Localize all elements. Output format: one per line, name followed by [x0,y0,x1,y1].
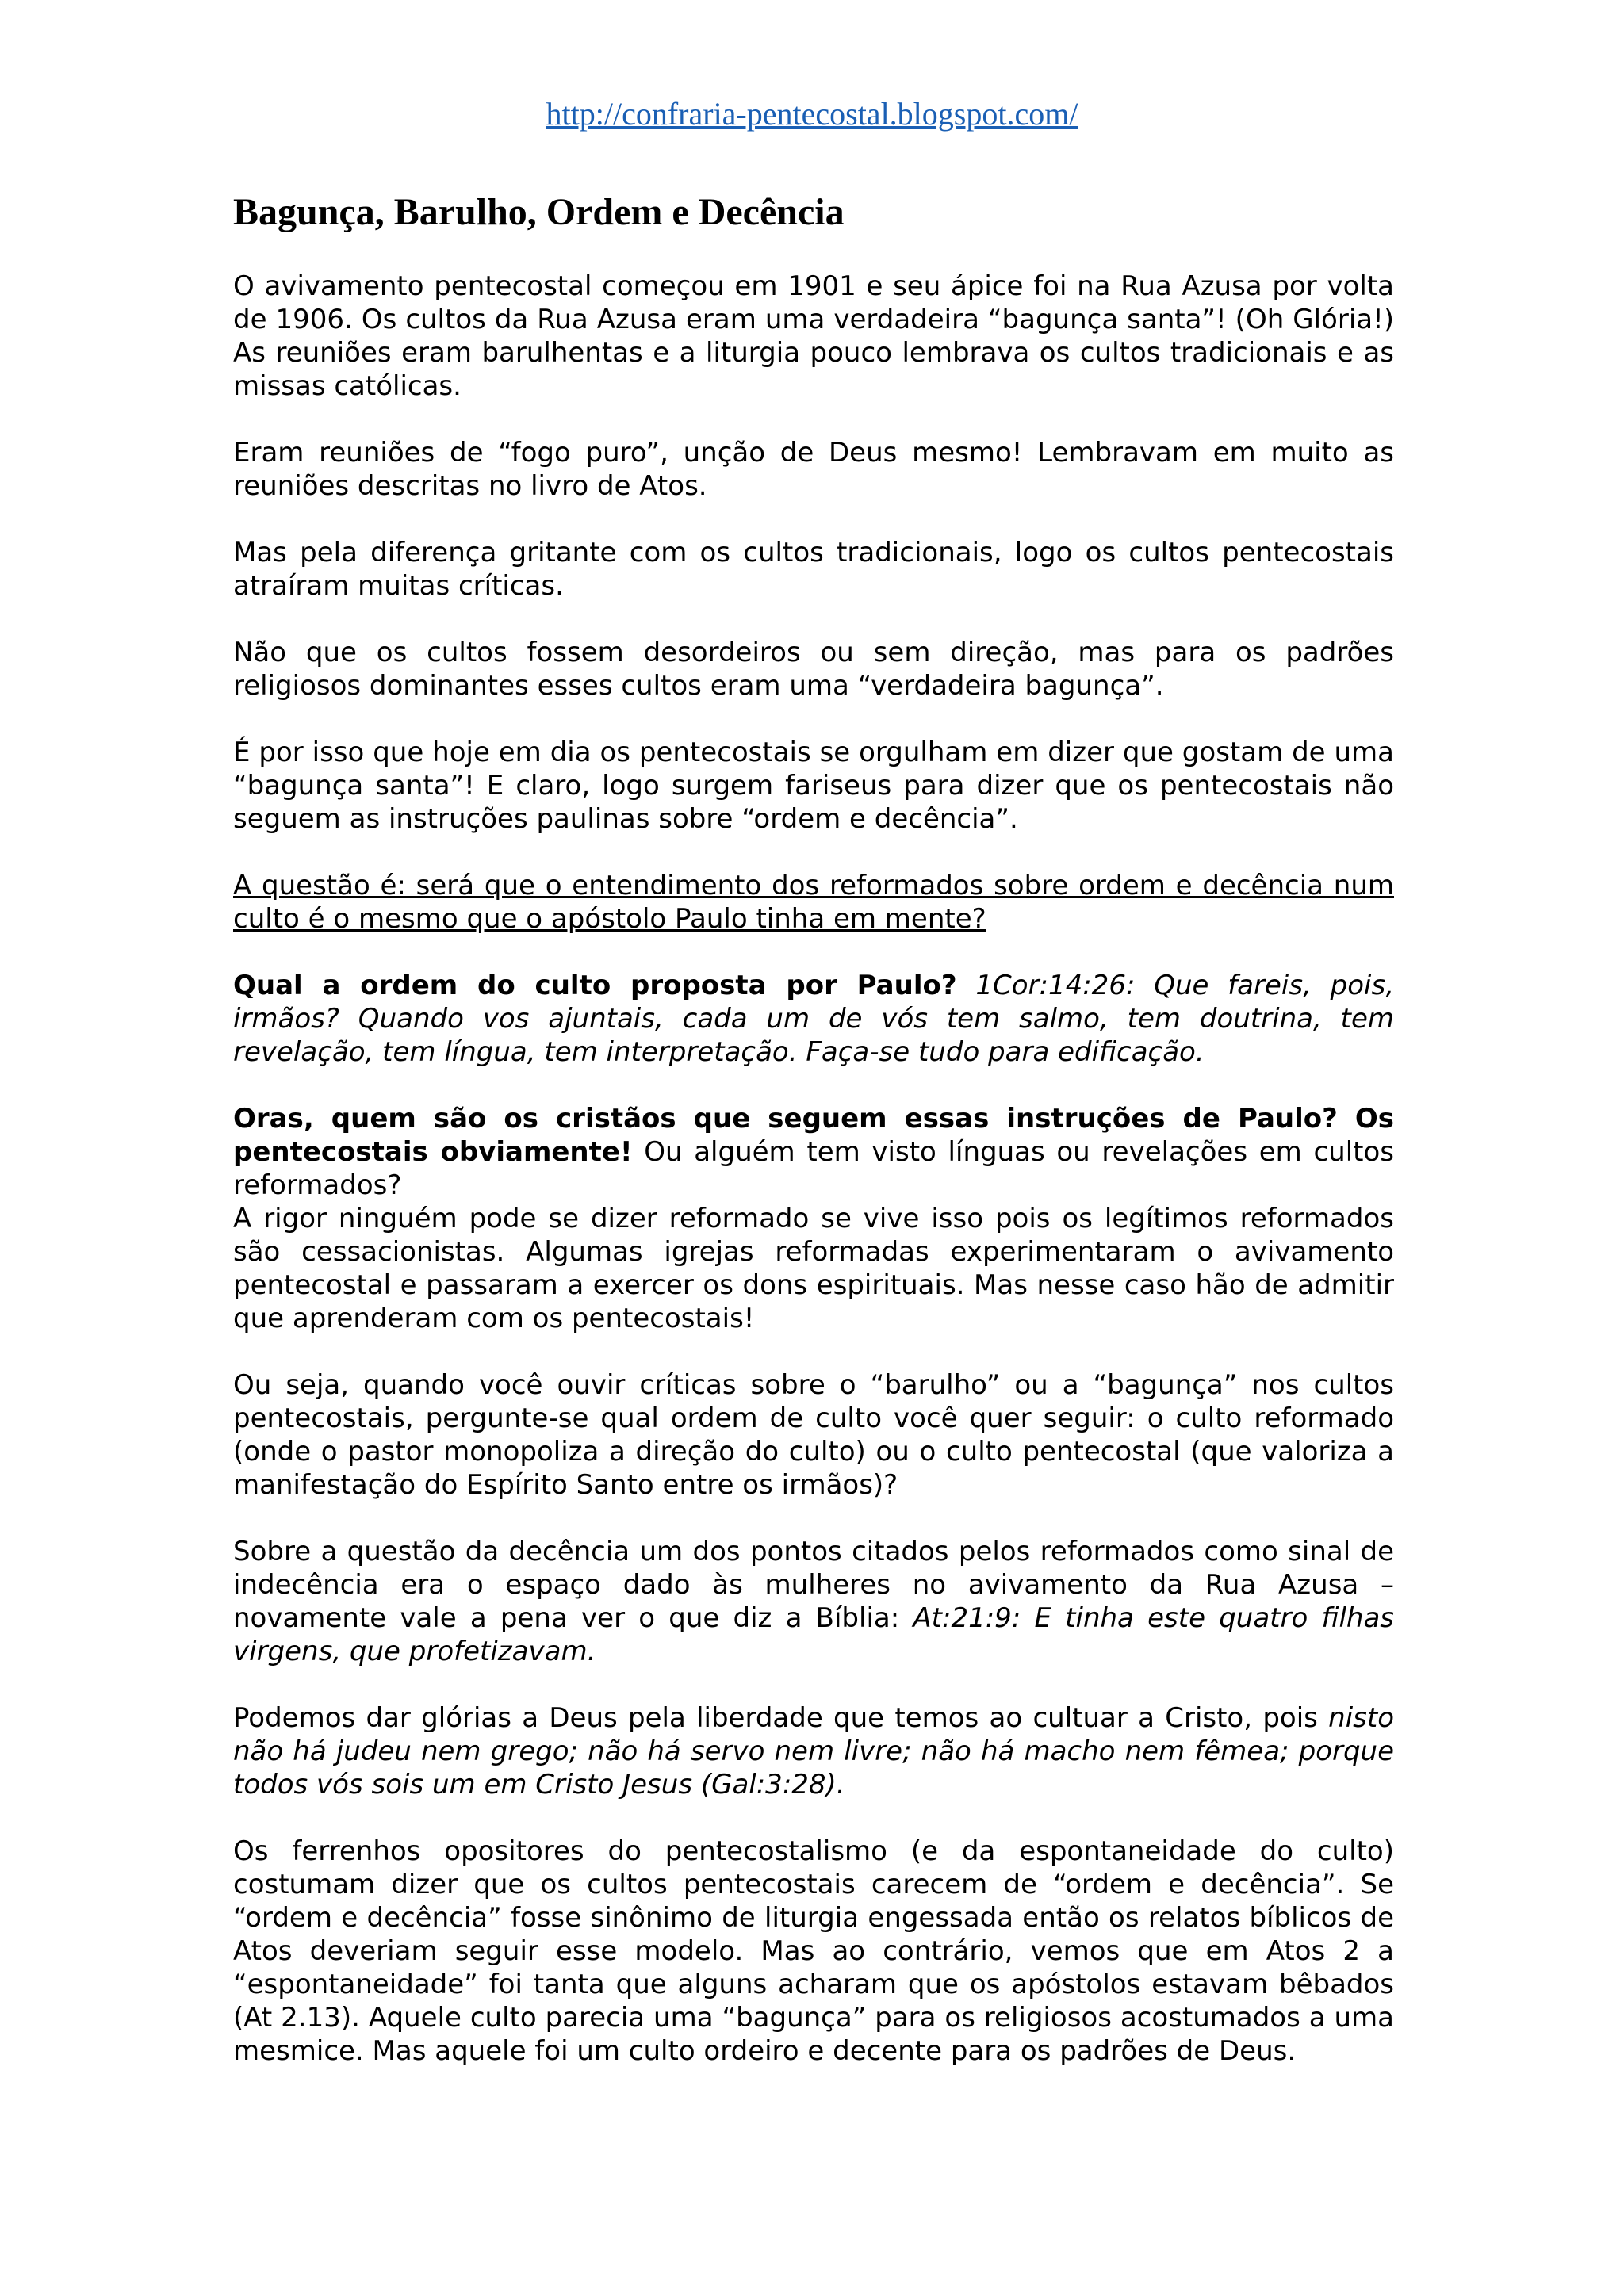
underlined-question: A questão é: será que o entendimento dos reformados sobre ordem e decência num culto é o mesmo que o apóstolo Paulo tinha em mente? [233,870,1394,935]
paragraph-8-text: Ou alguém tem visto línguas ou revelações em cultos reformados? [233,1136,1395,1201]
paragraph-11-verse: At:21:9: E tinha este quatro filhas virgens, que profetizavam. [233,1602,1394,1667]
paragraph-8 [233,1102,1394,1202]
article-body [233,270,1394,2101]
paragraph-4: Não que os cultos fossem desordeiros ou sem direção, mas para os padrões religiosos dominantes esses cultos eram uma “verdadeira bagunça”. [233,637,1394,702]
paragraph-12 [233,1701,1394,1801]
paragraph-1: O avivamento pentecostal começou em 1901 e seu ápice foi na Rua Azusa por volta de 1906. Os cultos da Rua Azusa eram uma verdadeira “bagunça santa”! (Oh Glória!) As reuniões eram barulhentas e a liturgia pouco lembrava os cultos tradicionais e as missas católicas. [233,270,1394,402]
blog-url-link[interactable]: http://confraria-pentecostal.blogspot.com/ [546,96,1078,132]
paragraph-3: Mas pela diferença gritante com os cultos tradicionais, logo os cultos pentecostais atraíram muitas críticas. [233,537,1394,602]
paragraph-11-text: Sobre a questão da decência um dos pontos citados pelos reformados como sinal de indecência era o espaço dado às mulheres no avivamento da Rua Azusa – novamente vale a pena ver o que diz a Bíblia: [233,1536,1394,1634]
paragraph-8-bold: Oras, quem são os cristãos que seguem essas instruções de Paulo? Os pentecostais obviamente! [233,1103,1394,1168]
paragraph-9: A rigor ninguém pode se dizer reformado se vive isso pois os legítimos reformados são cessacionistas. Algumas igrejas reformadas experimentaram o avivamento pentecostal e passaram a exercer os dons espirituais. Mas nesse caso hão de admitir que aprenderam com os pentecostais! [233,1203,1394,1334]
paragraph-10: Ou seja, quando você ouvir críticas sobre o “barulho” ou a “bagunça” nos cultos pentecostais, pergunte-se qual ordem de culto você quer seguir: o culto reformado (onde o pastor monopoliza a direção do culto) ou o culto pentecostal (que valoriza a manifestação do Espírito Santo entre os irmãos)? [233,1369,1394,1501]
paragraph-12-text: Podemos dar glórias a Deus pela liberdade que temos ao cultuar a Cristo, pois [233,1702,1318,1734]
paragraph-11 [233,1535,1394,1668]
paragraph-12-verse: nisto não há judeu nem grego; não há servo nem livre; não há macho nem fêmea; porque todos vós sois um em Cristo Jesus (Gal:3:28). [233,1702,1394,1800]
paragraph-7-question: Qual a ordem do culto proposta por Paulo? [233,970,957,1001]
paragraph-7-verse: 1Cor:14:26: Que fareis, pois, irmãos? Quando vos ajuntais, cada um de vós tem salmo, tem doutrina, tem revelação, tem língua, tem interpretação. Faça-se tudo para edificação. [233,970,1395,1068]
paragraph-7 [233,969,1394,1069]
paragraph-13: Os ferrenhos opositores do pentecostalismo (e da espontaneidade do culto) costumam dizer que os cultos pentecostais carecem de “ordem e decência”. Se “ordem e decência” fosse sinônimo de liturgia engessada então os relatos bíblicos de Atos deveriam seguir esse modelo. Mas ao contrário, vemos que em Atos 2 a “espontaneidade” foi tanta que alguns acharam que os apóstolos estavam bêbados (At 2.13). Aquele culto parecia uma “bagunça” para os religiosos acostumados a uma mesmice. Mas aquele foi um culto ordeiro e decente para os padrões de Deus. [233,1835,1394,2067]
article-title: Bagunça, Barulho, Ordem e Decência [233,191,845,233]
paragraph-2: Eram reuniões de “fogo puro”, unção de Deus mesmo! Lembravam em muito as reuniões descritas no livro de Atos. [233,437,1394,502]
paragraph-5: É por isso que hoje em dia os pentecostais se orgulham em dizer que gostam de uma “bagunça santa”! E claro, logo surgem fariseus para dizer que os pentecostais não seguem as instruções paulinas sobre “ordem e decência”. [233,737,1394,835]
